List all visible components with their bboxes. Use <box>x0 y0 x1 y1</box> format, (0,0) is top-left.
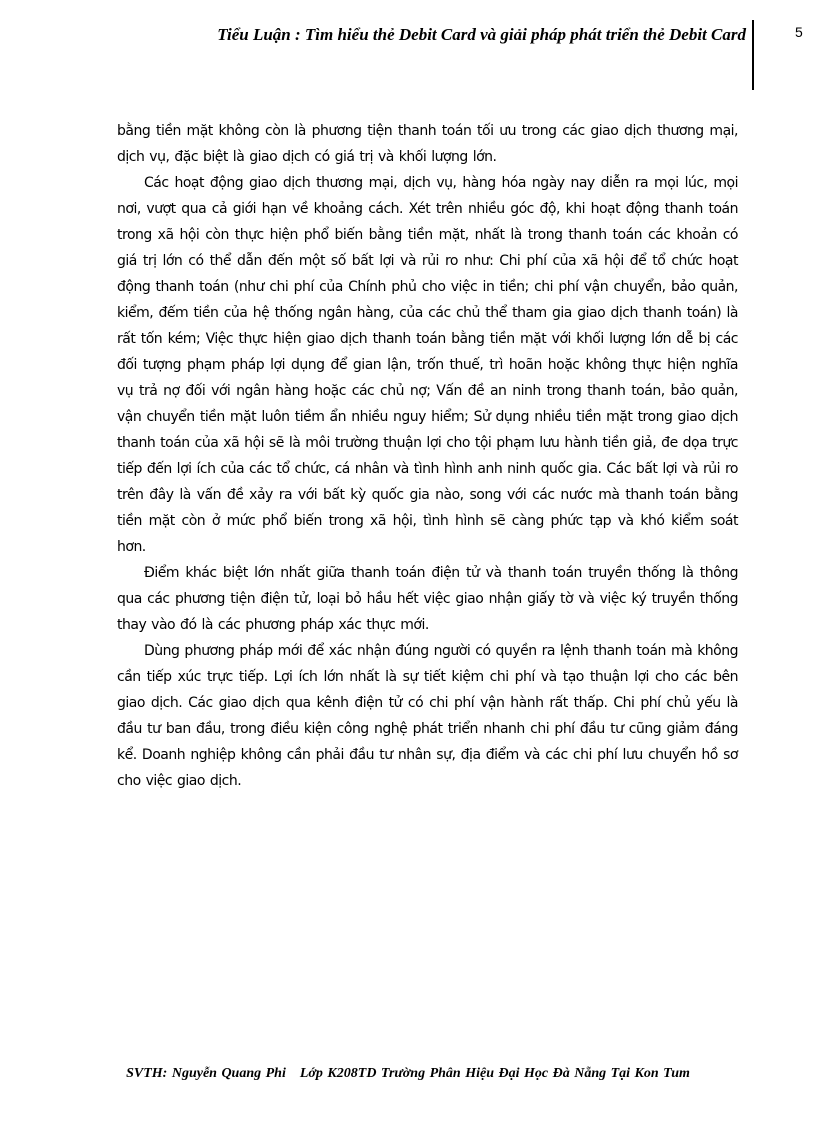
footer-student: SVTH: Nguyễn Quang Phi <box>126 1066 286 1081</box>
page-number: 5 <box>795 24 803 40</box>
paragraph-2: Các hoạt động giao dịch thương mại, dịch vụ, hàng hóa ngày nay diễn ra mọi lúc, mọi nơi, vượt qua cả giới hạn về khoảng cách. Xét trên nhiều góc độ, khi hoạt động thanh toán trong xã hội còn thực hiện phổ biến bằng tiền mặt, nhất là trong thanh toán các khoản có giá trị lớn có thể dẫn đến một số bất lợi và rủi ro như: Chi phí của xã hội để tổ chức hoạt động thanh toán (như chi phí của Chính phủ cho việc in tiền; chi phí vận chuyển, bảo quản, kiểm, đếm tiền của hệ thống ngân hàng, của các chủ thể tham gia giao dịch thanh toán) là rất tốn kém; Việc thực hiện giao dịch thanh toán bằng tiền mặt với khối lượng lớn dễ bị các đối tượng phạm pháp lợi dụng để gian lận, trốn thuế, trì hoãn hoặc không thực hiện nghĩa vụ trả nợ đối với ngân hàng hoặc các chủ nợ; Vấn đề an ninh trong thanh toán, bảo quản, vận chuyển tiền mặt luôn tiềm ẩn nhiều nguy hiểm; Sử dụng nhiều tiền mặt trong giao dịch thanh toán của xã hội sẽ là môi trường thuận lợi cho tội phạm lưu hành tiền giả, đe dọa trực tiếp đến lợi ích của các tổ chức, cá nhân và tình hình anh ninh quốc gia. Các bất lợi và rủi ro trên đây là vấn đề xảy ra với bất kỳ quốc gia nào, song với các nước mà thanh toán bằng tiền mặt còn ở mức phổ biến trong xã hội, tình hình sẽ càng phức tạp và khó kiểm soát hơn. <box>117 175 738 555</box>
header-vertical-rule <box>752 20 754 90</box>
paragraph-3: Điểm khác biệt lớn nhất giữa thanh toán điện tử và thanh toán truyền thống là thông qua các phương tiện điện tử, loại bỏ hầu hết việc giao nhận giấy tờ và việc ký truyền thống thay vào đó là các phương pháp xác thực mới. <box>117 565 738 633</box>
paragraph-4: Dùng phương pháp mới để xác nhận đúng người có quyền ra lệnh thanh toán mà không cần tiếp xúc trực tiếp. Lợi ích lớn nhất là sự tiết kiệm chi phí và tạo thuận lợi cho các bên giao dịch. Các giao dịch qua kênh điện tử có chi phí vận hành rất thấp. Chi phí chủ yếu là đầu tư ban đầu, trong điều kiện công nghệ phát triển nhanh chi phí đầu tư cũng giảm đáng kể. Doanh nghiệp không cần phải đầu tư nhân sự, địa điểm và các chi phí lưu chuyển hồ sơ cho việc giao dịch. <box>117 643 738 789</box>
footer-class-school: Lớp K208TD Trường Phân Hiệu Đại Học Đà Nẵng Tại Kon Tum <box>299 1066 690 1081</box>
paragraph-1: bằng tiền mặt không còn là phương tiện thanh toán tối ưu trong các giao dịch thương mại, dịch vụ, đặc biệt là giao dịch có giá trị và khối lượng lớn. <box>117 123 738 165</box>
document-body <box>117 118 738 794</box>
page-footer <box>0 1066 816 1082</box>
document-header-title: Tiểu Luận : Tìm hiểu thẻ Debit Card và giải pháp phát triển thẻ Debit Card <box>217 25 746 44</box>
